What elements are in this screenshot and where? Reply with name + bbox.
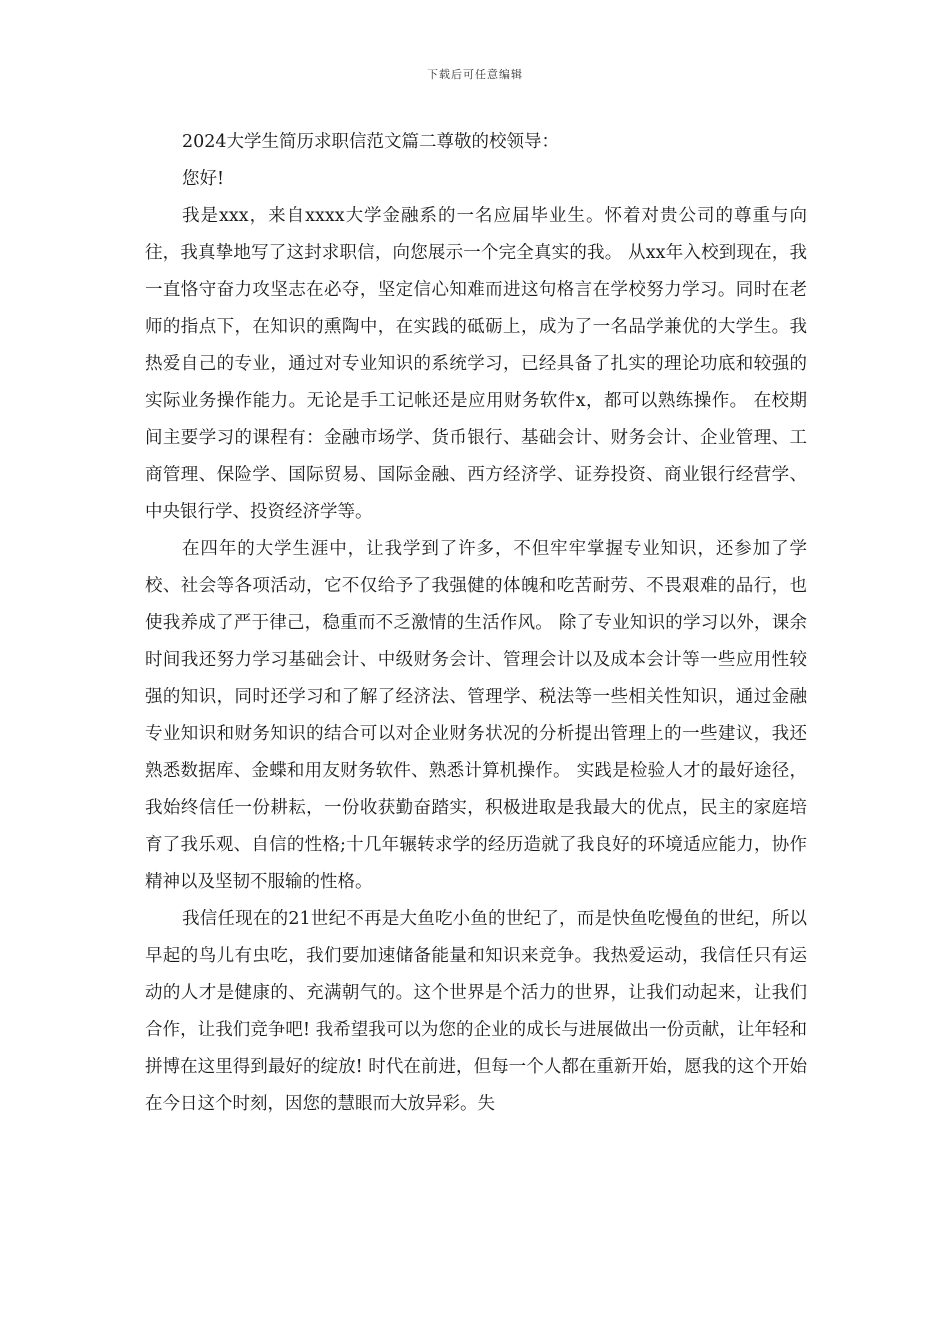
paragraph: 我信任现在的21世纪不再是大鱼吃小鱼的世纪了，而是快鱼吃慢鱼的世纪，所以早起的鸟儿有虫吃，我们要加速储备能量和知识来竞争。我热爱运动，我信任只有运动的人才是健康的、充满朝气的。这个世界是个活力的世界，让我们动起来，让我们合作，让我们竞争吧! 我希望我可以为您的企业的成长与进展做出一份贡献，让年轻和拼博在这里得到最好的绽放! 时代在前进，但每一个人都在重新开始，愿我的这个开始在今日这个时刻，因您的慧眼而大放异彩。失 bbox=[145, 909, 807, 1114]
paragraph: 我是xxx，来自xxxx大学金融系的一名应届毕业生。怀着对贵公司的尊重与向往，我真挚地写了这封求职信，向您展示一个完全真实的我。 从xx年入校到现在，我一直恪守奋力攻坚志在必夺，坚定信心知难而进这句格言在学校努力学习。同时在老师的指点下，在知识的熏陶中，在实践的砥砺上，成为了一名品学兼优的大学生。我热爱自己的专业，通过对专业知识的系统学习，已经具备了扎实的理论功底和较强的实际业务操作能力。无论是手工记帐还是应用财务软件x，都可以熟练操作。 在校期间主要学习的课程有：金融市场学、货币银行、基础会计、财务会计、企业管理、工商管理、保险学、国际贸易、国际金融、西方经济学、证券投资、商业银行经营学、中央银行学、投资经济学等。 bbox=[145, 206, 807, 522]
title-line: 2024大学生简历求职信范文篇二尊敬的校领导： bbox=[182, 132, 560, 152]
document-body bbox=[145, 124, 807, 1123]
page-header-note: 下载后可任意编辑 bbox=[427, 68, 523, 81]
paragraph: 在四年的大学生涯中，让我学到了许多，不但牢牢掌握专业知识，还参加了学校、社会等各项活动，它不仅给予了我强健的体魄和吃苦耐劳、不畏艰难的品行，也使我养成了严于律己，稳重而不乏激情的生活作风。 除了专业知识的学习以外，课余时间我还努力学习基础会计、中级财务会计、管理会计以及成本会计等一些应用性较强的知识，同时还学习和了解了经济法、管理学、税法等一些相关性知识，通过金融专业知识和财务知识的结合可以对企业财务状况的分析提出管理上的一些建议，我还熟悉数据库、金蝶和用友财务软件、熟悉计算机操作。 实践是检验人才的最好途径，我始终信任一份耕耘，一份收获勤奋踏实，积极进取是我最大的优点，民主的家庭培育了我乐观、自信的性格;十几年辗转求学的经历造就了我良好的环境适应能力，协作精神以及坚韧不服输的性格。 bbox=[145, 539, 807, 892]
greeting: 您好! bbox=[182, 169, 225, 189]
